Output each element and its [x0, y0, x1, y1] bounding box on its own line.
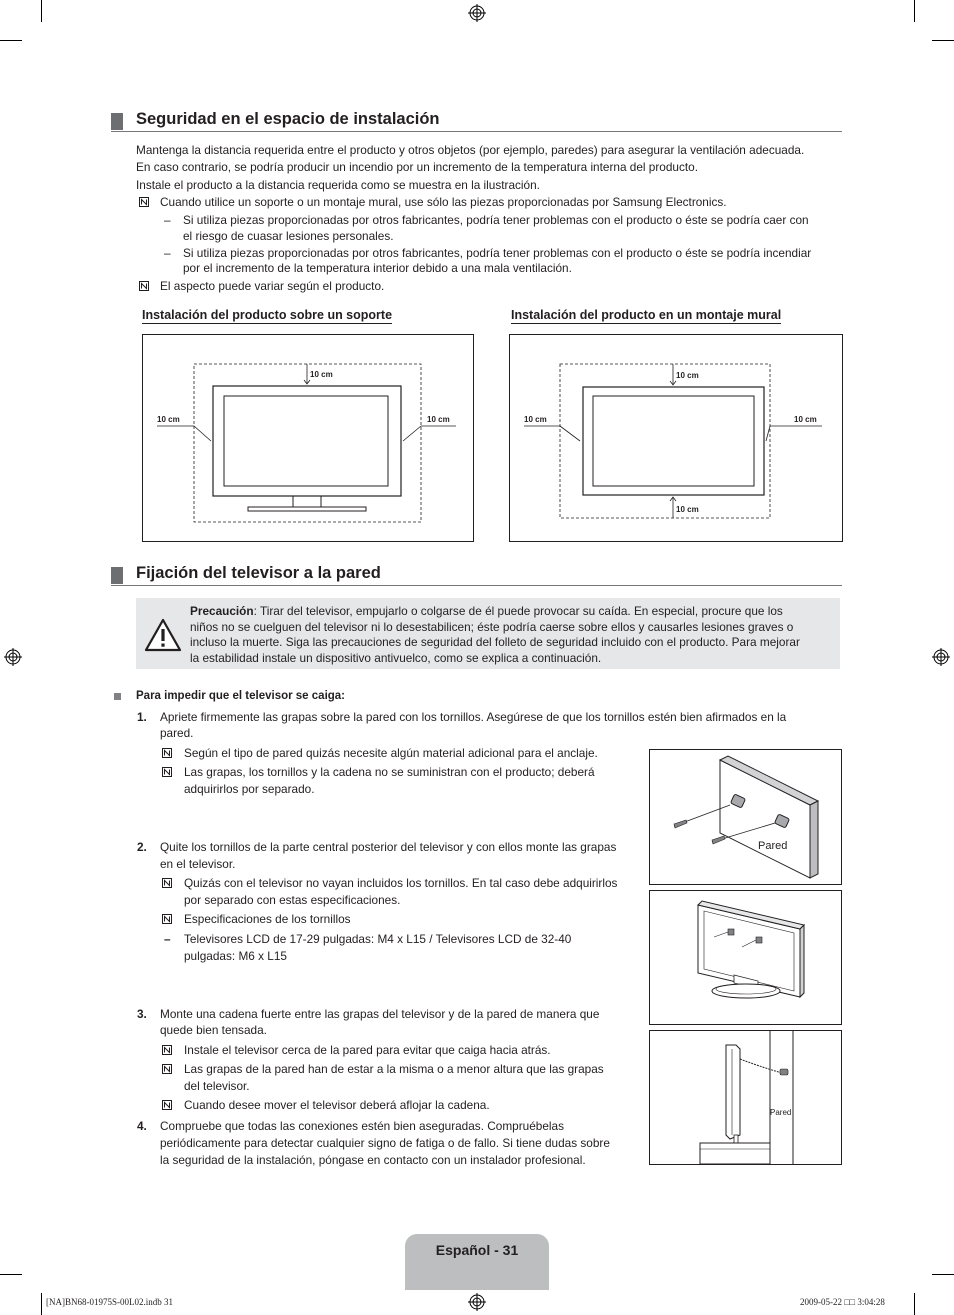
section-header-installation-space — [111, 110, 842, 132]
dash-text: por el incremento de la temperatura interior debido a una mala ventilación. — [183, 261, 572, 275]
warning-triangle-icon — [144, 618, 182, 652]
step-text: Quite los tornillos de la parte central posterior del televisor y con ellos monte las grapas — [160, 840, 617, 854]
square-bullet-icon — [114, 693, 121, 700]
note-text: adquirirlos por separado. — [184, 782, 315, 796]
note-text: Instale el televisor cerca de la pared para evitar que caiga hacia atrás. — [184, 1043, 551, 1057]
figure-title-stand: Instalación del producto sobre un soporte — [142, 308, 393, 322]
file-info: [NA]BN68-01975S-00L02.indb 31 — [46, 1297, 173, 1307]
note-text: Cuando utilice un soporte o un montaje mural, use sólo las piezas proporcionadas por Samsung Electronics. — [160, 195, 727, 209]
note-text: El aspecto puede variar según el producto. — [160, 279, 385, 293]
note-text: Especificaciones de los tornillos — [184, 912, 351, 926]
note-text: del televisor. — [184, 1079, 250, 1093]
crop-mark — [914, 0, 915, 22]
step-number: 3. — [137, 1007, 147, 1021]
crop-mark — [914, 1293, 915, 1315]
paragraph: Mantenga la distancia requerida entre el producto y otros objetos (por ejemplo, paredes) para asegurar la ventilación adecuada. — [136, 143, 805, 157]
note-icon — [162, 914, 172, 924]
section-title: Seguridad en el espacio de instalación — [136, 110, 440, 128]
section-header-wall-mounting — [111, 564, 842, 586]
figure-stand-clearance — [142, 334, 474, 542]
step-text: Monte una cadena fuerte entre las grapas del televisor y de la pared de manera que — [160, 1007, 600, 1021]
step-number: 1. — [137, 710, 147, 724]
caution-line: niños no se cuelguen del televisor ni lo desestabilicen; éste podría caerse sobre ellos y causarles lesiones graves o — [190, 619, 794, 634]
note-text: Cuando desee mover el televisor deberá aflojar la cadena. — [184, 1098, 490, 1112]
dash-text: Si utiliza piezas proporcionadas por otros fabricantes, podría tener problemas con el producto o éste se podría incendiar — [183, 246, 812, 260]
step-number: 2. — [137, 840, 147, 854]
note-text: Según el tipo de pared quizás necesite algún material adicional para el anclaje. — [184, 746, 598, 760]
note-icon — [139, 281, 149, 291]
note-icon — [162, 1045, 172, 1055]
dash-bullet: – — [164, 246, 171, 260]
step-text: pared. — [160, 726, 194, 740]
dim-label-bottom: 10 cm — [676, 505, 699, 514]
note-icon — [162, 1100, 172, 1110]
dash-text: Si utiliza piezas proporcionadas por otros fabricantes, podría tener problemas con el producto o éste se podría caer con — [183, 213, 809, 227]
section-bar — [111, 567, 123, 584]
caution-line: la estabilidad instale un dispositivo antivuelco, como se explica a continuación. — [190, 650, 602, 665]
step-text: Apriete firmemente las grapas sobre la pared con los tornillos. Asegúrese de que los tornillos estén bien afirmados en la — [160, 710, 787, 724]
note-icon — [162, 878, 172, 888]
dash-bullet: – — [164, 213, 171, 227]
step-text: en el televisor. — [160, 857, 236, 871]
registration-mark-icon — [468, 4, 486, 22]
crop-mark — [0, 40, 22, 41]
figure-title-wall: Instalación del producto en un montaje mural — [511, 308, 782, 322]
step-text: quede bien tensada. — [160, 1023, 267, 1037]
step-text: la seguridad de la instalación, póngase en contacto con un instalador profesional. — [160, 1153, 586, 1167]
note-text: Las grapas, los tornillos y la cadena no se suministran con el producto; deberá — [184, 765, 595, 779]
wall-label: Pared — [758, 840, 788, 852]
step-number: 4. — [137, 1119, 147, 1133]
date-info: 2009-05-22 □□ 3:04:28 — [800, 1297, 885, 1307]
crop-mark — [41, 0, 42, 22]
figure-wall-brackets — [649, 749, 842, 885]
caution-text — [190, 604, 783, 620]
figure-tv-back — [649, 890, 842, 1025]
caution-line: : Tirar del televisor, empujarlo o colgarse de él puede provocar su caída. En especial, procure que los — [253, 604, 783, 618]
page-number-tab — [405, 1234, 549, 1290]
dim-label-right: 10 cm — [427, 415, 450, 424]
section-title: Fijación del televisor a la pared — [136, 564, 381, 582]
bullet-title: Para impedir que el televisor se caiga: — [136, 690, 346, 702]
dash-bullet: – — [164, 932, 171, 946]
dim-label-top: 10 cm — [676, 371, 699, 380]
crop-mark — [932, 40, 954, 41]
note-icon — [162, 1064, 172, 1074]
page-number: Español - 31 — [435, 1242, 519, 1258]
note-text: Quizás con el televisor no vayan incluidos los tornillos. En tal caso debe adquirirlos — [184, 876, 618, 890]
crop-mark — [0, 1274, 22, 1275]
figure-wall-clearance — [509, 334, 843, 542]
dim-label-left: 10 cm — [157, 415, 180, 424]
dash-text: pulgadas: M6 x L15 — [184, 949, 287, 963]
crop-mark — [932, 1274, 954, 1275]
step-text: Compruebe que todas las conexiones estén bien aseguradas. Compruébelas — [160, 1119, 564, 1133]
note-icon — [162, 767, 172, 777]
caution-label: Precaución — [190, 604, 254, 618]
note-text: por separado con estas especificaciones. — [184, 893, 401, 907]
note-icon — [162, 748, 172, 758]
caution-box — [136, 598, 840, 669]
figure-tv-side-chain — [649, 1030, 842, 1165]
note-icon — [139, 197, 149, 207]
registration-mark-icon — [468, 1293, 486, 1311]
paragraph: En caso contrario, se podría producir un incendio por un incremento de la temperatura interna del producto. — [136, 160, 698, 174]
dim-label-right: 10 cm — [794, 415, 817, 424]
dash-text: Televisores LCD de 17-29 pulgadas: M4 x L15 / Televisores LCD de 32-40 — [184, 932, 572, 946]
paragraph: Instale el producto a la distancia requerida como se muestra en la ilustración. — [136, 178, 540, 192]
registration-mark-icon — [932, 648, 950, 666]
crop-mark — [41, 1293, 42, 1315]
step-text: periódicamente para detectar cualquier signo de fatiga o de fallo. Si tiene dudas sobre — [160, 1136, 610, 1150]
caution-line: incluso la muerte. Siga las precauciones de seguridad del folleto de seguridad incluido con el producto. Para mejorar — [190, 635, 800, 649]
wall-label: Pared — [770, 1108, 792, 1117]
registration-mark-icon — [4, 648, 22, 666]
dim-label-top: 10 cm — [310, 370, 333, 379]
section-bar — [111, 113, 123, 130]
note-text: Las grapas de la pared han de estar a la misma o a menor altura que las grapas — [184, 1062, 604, 1076]
dim-label-left: 10 cm — [524, 415, 547, 424]
dash-text: el riesgo de cuasar lesiones personales. — [183, 229, 394, 243]
